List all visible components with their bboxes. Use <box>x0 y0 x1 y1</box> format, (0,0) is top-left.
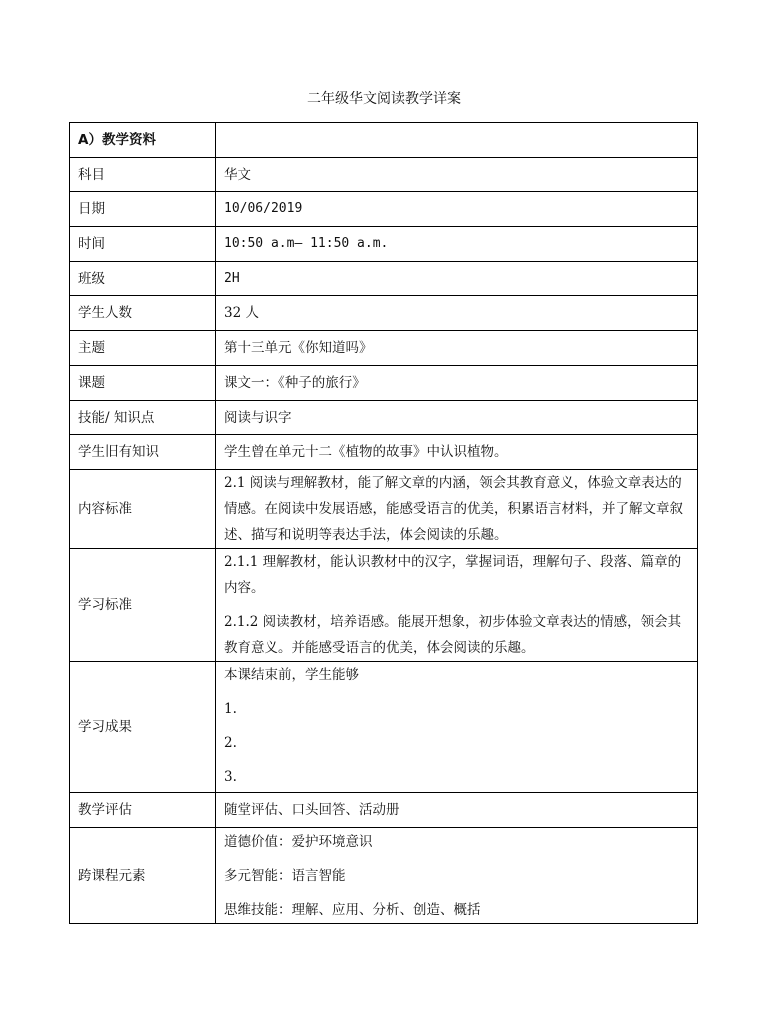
cross-curricular-item: 道德价值：爱护环境意识 <box>224 833 373 850</box>
row-label: 科目 <box>70 158 216 192</box>
outcome-intro: 本课结束前，学生能够 <box>224 667 359 683</box>
outcome-item: 3. <box>224 769 237 785</box>
content-standard-text: 2.1 阅读与理解教材，能了解文章的内涵，领会其教育意义，体验文章表达的情感。在阅读中发展语感，能感受语言的优美，积累语言材料，并了解文章叙述、描写和说明等表达手法，体会阅读的乐趣。 <box>224 475 683 543</box>
table-row <box>70 296 698 331</box>
row-value: 2H <box>216 262 698 296</box>
row-label: 学习标准 <box>70 549 216 662</box>
table-row <box>70 828 698 924</box>
document-title: 二年级华文阅读教学详案 <box>307 91 461 107</box>
outcome-item: 2. <box>224 735 237 751</box>
table-row <box>70 123 698 158</box>
row-value: 第十三单元《你知道吗》 <box>216 331 698 366</box>
lesson-plan-table <box>69 122 698 924</box>
table-row <box>70 470 698 549</box>
cross-curricular-item: 思维技能：理解、应用、分析、创造、概括 <box>224 901 481 918</box>
row-value: 学生曾在单元十二《植物的故事》中认识植物。 <box>216 435 698 470</box>
row-value <box>216 662 698 793</box>
row-value: 华文 <box>216 158 698 192</box>
row-label: 学生人数 <box>70 296 216 331</box>
learning-standard-item: 2.1.2 阅读教材，培养语感。能展开想象，初步体验文章表达的情感，领会其教育意义。并能感受语言的优美，体会阅读的乐趣。 <box>224 614 682 656</box>
row-label: 主题 <box>70 331 216 366</box>
table-row <box>70 192 698 227</box>
section-header: A）教学资料 <box>70 123 216 158</box>
row-label: 学习成果 <box>70 662 216 793</box>
row-label: 学生旧有知识 <box>70 435 216 470</box>
row-value: 随堂评估、口头回答、活动册 <box>216 793 698 828</box>
row-label: 日期 <box>70 192 216 227</box>
row-value: 阅读与识字 <box>216 401 698 435</box>
outcome-item: 1. <box>224 701 237 717</box>
table-row <box>70 662 698 793</box>
row-label: 技能/ 知识点 <box>70 401 216 435</box>
table-row <box>70 227 698 262</box>
row-value: 32 人 <box>216 296 698 331</box>
table-row <box>70 158 698 192</box>
row-value: 10/06/2019 <box>216 192 698 227</box>
row-label: 班级 <box>70 262 216 296</box>
row-label: 跨课程元素 <box>70 828 216 924</box>
row-value: 10:50 a.m– 11:50 a.m. <box>216 227 698 262</box>
row-value <box>216 549 698 662</box>
row-value: 课文一：《种子的旅行》 <box>216 366 698 401</box>
section-header-empty <box>216 123 698 158</box>
row-value <box>216 470 698 549</box>
table-row <box>70 793 698 828</box>
row-label: 时间 <box>70 227 216 262</box>
table-row <box>70 435 698 470</box>
table-row <box>70 262 698 296</box>
row-value <box>216 828 698 924</box>
table-row <box>70 366 698 401</box>
table-row <box>70 549 698 662</box>
row-label: 教学评估 <box>70 793 216 828</box>
learning-standard-item: 2.1.1 理解教材，能认识教材中的汉字，掌握词语，理解句子、段落、篇章的内容。 <box>224 554 682 596</box>
row-label: 内容标准 <box>70 470 216 549</box>
row-label: 课题 <box>70 366 216 401</box>
cross-curricular-item: 多元智能：语言智能 <box>224 867 346 884</box>
table-row <box>70 401 698 435</box>
table-row <box>70 331 698 366</box>
